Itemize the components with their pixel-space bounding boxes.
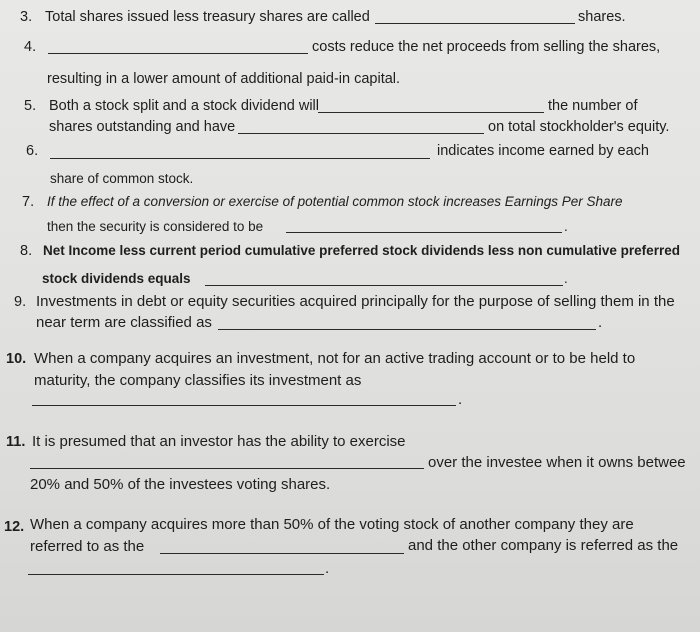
q7-blank[interactable] — [286, 232, 562, 233]
q12-line2a: referred to as the — [30, 538, 145, 555]
q5-line2b: on total stockholder's equity. — [488, 119, 670, 135]
q9-text: Investments in debt or equity securities acquired principally for the purpose of selling them in the — [36, 293, 675, 310]
q10-text: When a company acquires an investment, not for an active trading account or to be held to — [34, 350, 636, 367]
q12-blank-2[interactable] — [28, 574, 324, 575]
q7-number: 7. — [22, 194, 35, 210]
q4-number: 4. — [24, 39, 37, 55]
q9-tail: . — [598, 314, 603, 331]
q5-blank-2[interactable] — [238, 133, 484, 134]
q8-line2: stock dividends equals — [42, 271, 191, 286]
q10-blank[interactable] — [32, 405, 456, 406]
q8-number: 8. — [20, 243, 33, 259]
q5-number: 5. — [24, 98, 37, 114]
q11-blank[interactable] — [30, 468, 424, 469]
q11-text: It is presumed that an investor has the ability to exercise — [32, 433, 406, 450]
q11-line3: 20% and 50% of the investees voting shares. — [30, 476, 331, 493]
q5-line2a: shares outstanding and have — [49, 119, 236, 135]
q3-number: 3. — [20, 9, 33, 25]
q12-blank-1[interactable] — [160, 553, 404, 554]
q8-blank[interactable] — [205, 285, 563, 286]
q4-blank[interactable] — [48, 53, 308, 54]
q9-blank[interactable] — [218, 329, 596, 330]
q9-line2: near term are classified as — [36, 314, 212, 331]
q10-tail: . — [458, 391, 463, 408]
q3-blank[interactable] — [375, 23, 575, 24]
q11-number: 11. — [6, 434, 26, 450]
q5-blank-1[interactable] — [318, 112, 544, 113]
q12-tail: . — [325, 560, 330, 577]
q7-line2: then the security is considered to be — [47, 219, 264, 234]
q6-line2: share of common stock. — [50, 171, 194, 186]
q5-tail: the number of — [548, 98, 638, 114]
q12-text: When a company acquires more than 50% of the voting stock of another company they are — [30, 516, 634, 533]
q5-text: Both a stock split and a stock dividend will — [49, 98, 319, 114]
q9-number: 9. — [14, 294, 27, 310]
q12-number: 12. — [4, 519, 25, 535]
q4-text: costs reduce the net proceeds from selling the shares, — [312, 39, 661, 55]
q6-number: 6. — [26, 143, 39, 159]
q8-text: Net Income less current period cumulative preferred stock dividends less non cumulative preferred — [43, 243, 680, 258]
q3-text: Total shares issued less treasury shares are called — [45, 9, 370, 25]
q11-line2: over the investee when it owns betwee — [428, 454, 686, 471]
q7-tail: . — [564, 219, 568, 234]
q6-blank[interactable] — [50, 158, 430, 159]
q10-line2: maturity, the company classifies its investment as — [34, 372, 362, 389]
q3-tail: shares. — [578, 9, 626, 25]
q6-text: indicates income earned by each — [437, 143, 649, 159]
q10-number: 10. — [6, 351, 27, 367]
q7-text: If the effect of a conversion or exercise of potential common stock increases Earnings Per Share — [47, 194, 623, 209]
q8-tail: . — [564, 271, 568, 286]
q12-line2b: and the other company is referred as the — [408, 537, 679, 554]
q4-line2: resulting in a lower amount of additional paid-in capital. — [47, 71, 401, 87]
